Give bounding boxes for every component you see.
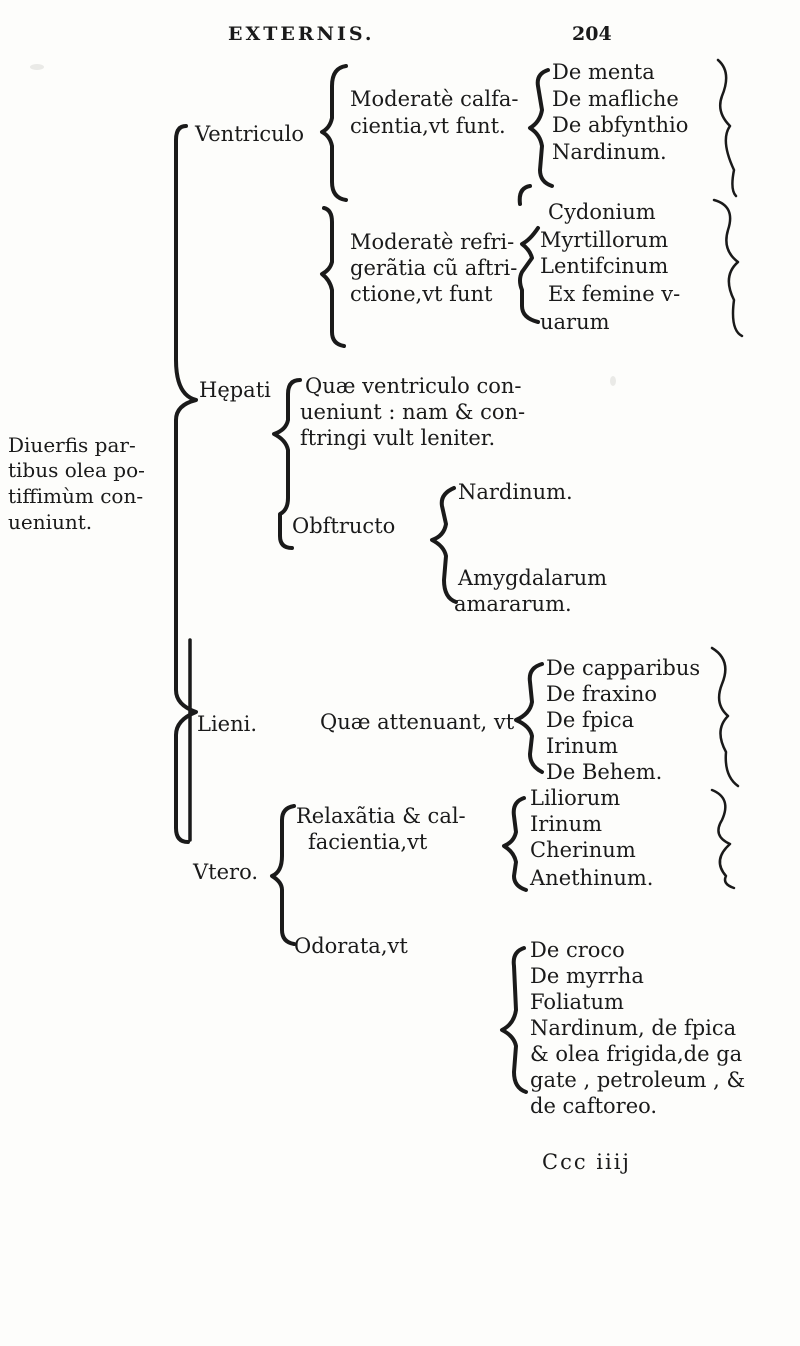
ingredient: Liliorum	[530, 786, 621, 810]
ingredient: gate , petroleum , &	[530, 1068, 746, 1092]
ingredient: Lentifcinum	[540, 254, 669, 278]
calfacientia-line: cientia,vt funt.	[350, 114, 506, 138]
margin-note-line: tibus olea po-	[8, 458, 145, 482]
brace-obstructo	[432, 488, 456, 602]
ingredient: Anethinum.	[530, 866, 654, 890]
odorata-label: Odorata,vt	[294, 934, 408, 958]
ingredient: De capparibus	[546, 656, 701, 680]
ingredient: De mafliche	[552, 87, 679, 111]
ingredient: Ex femine v-	[548, 282, 681, 306]
brace-odorata	[502, 948, 526, 1092]
signature-mark: Ccc iiij	[542, 1150, 631, 1174]
margin-note-line: tiffimùm con-	[8, 484, 144, 508]
ingredient: Irinum	[530, 812, 603, 836]
brace-utero	[272, 806, 294, 944]
brace-lieni	[516, 664, 542, 772]
ingredient: & olea frigida,de ga	[530, 1042, 743, 1066]
brace-refrigerantia	[520, 186, 538, 322]
ingredient: uarum	[540, 310, 610, 334]
brace-ventriculo	[322, 66, 346, 346]
refrigerantia-line: gerãtia cũ aftri-	[350, 256, 518, 280]
hepati-line: ftringi vult leniter.	[300, 426, 496, 450]
ingredient: Myrtillorum	[540, 228, 669, 252]
relaxantia-line: facientia,vt	[308, 830, 428, 854]
ingredient: Cherinum	[530, 838, 636, 862]
ingredient: Foliatum	[530, 990, 624, 1014]
margin-note-line: Diuerfis par-	[8, 433, 136, 457]
main-brace	[176, 126, 196, 842]
hepati-line: Quæ ventriculo con-	[305, 374, 522, 398]
lieni-label: Quæ attenuant, vt	[320, 710, 515, 734]
margin-note-line: ueniunt.	[8, 510, 93, 534]
ingredient: Nardinum.	[458, 480, 573, 504]
organ-hepati: Hępati	[199, 378, 271, 402]
ingredient: De Behem.	[546, 760, 663, 784]
ingredient: Amygdalarum	[458, 566, 608, 590]
ingredient: De croco	[530, 938, 625, 962]
ingredient: Cydonium	[548, 200, 656, 224]
brace-calfacientia	[530, 70, 552, 186]
ingredient: Irinum	[546, 734, 619, 758]
organ-ventriculo: Ventriculo	[195, 122, 305, 146]
ingredient: Nardinum, de fpica	[530, 1016, 737, 1040]
ingredient: de caftoreo.	[530, 1094, 658, 1118]
ingredient: De menta	[552, 60, 655, 84]
brace-relaxantia	[504, 798, 526, 890]
refrigerantia-line: Moderatè refri-	[350, 230, 515, 254]
ingredient: De myrrha	[530, 964, 644, 988]
ingredient: De fraxino	[546, 682, 657, 706]
ingredient: amararum.	[454, 592, 572, 616]
obstructo-label: Obftructo	[292, 514, 396, 538]
refrigerantia-line: ctione,vt funt	[350, 282, 493, 306]
running-head: EXTERNIS.	[228, 23, 375, 45]
ingredient: De abfynthio	[552, 113, 689, 137]
page-number: 204	[572, 23, 612, 45]
hepati-line: ueniunt : nam & con-	[300, 400, 526, 424]
organ-lieni: Lieni.	[197, 712, 258, 736]
relaxantia-line: Relaxãtia & cal-	[296, 804, 466, 828]
ingredient: De fpica	[546, 708, 635, 732]
ingredient: Nardinum.	[552, 140, 667, 164]
organ-utero: Vtero.	[193, 860, 259, 884]
calfacientia-line: Moderatè calfa-	[350, 87, 519, 111]
